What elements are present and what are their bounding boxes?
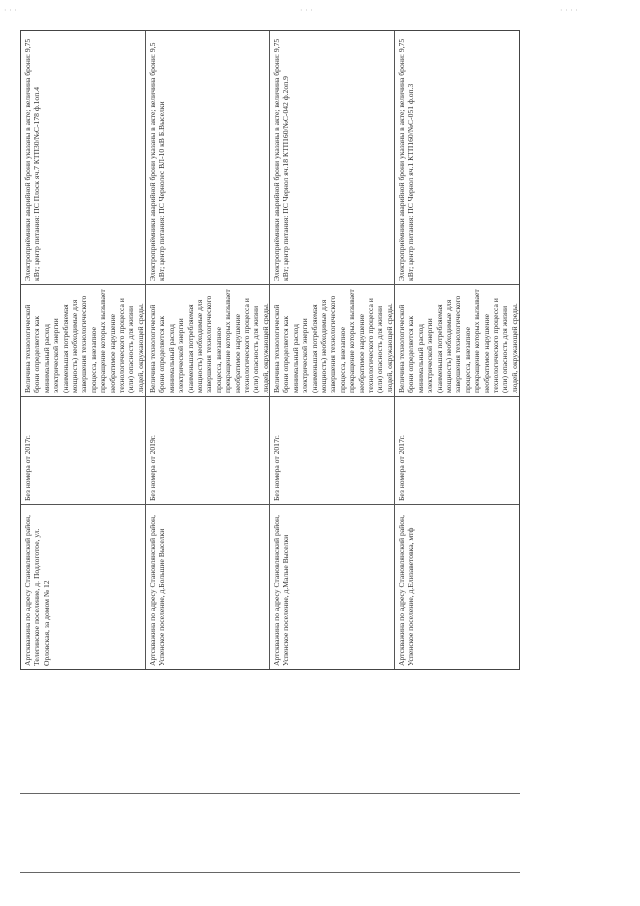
cell-text: Величина технологической брони определяется как минимальный расход электрической энергии (наименьшая потребляемая мощность) необходимые для завершения технологического процесса, внезапное прекращение которых вызывает необратимое нарушение технологического процесса и (или) опасность для жизни людей, окружающей среды. [272, 289, 394, 393]
corner-mark: · · · [300, 6, 313, 15]
cell-text: Артскважина по адресу Становлянский район, Успенское поселение, д.Большие Выселки [147, 515, 166, 666]
address-cell [146, 505, 271, 669]
cell-text: Без номера от 2017г. [23, 435, 32, 501]
address-cell [21, 505, 146, 669]
cell-text: Электроприёмники аварийной брони указаны в акте; величина брони: 9,75 кВт; центр питания: ПС Чернол яч.1 КТП160/№С-051 ф.оп.3 [396, 38, 415, 281]
description-cell [146, 285, 271, 397]
address-cell [270, 505, 395, 669]
description-cell [21, 285, 146, 397]
cell-text: Без номера от 2019г. [147, 435, 157, 501]
cell-text: Электроприёмники аварийной брони указаны в акте; величина брони: 9,75 кВт; центр питания: ПС Плоск яч.7 КТП30/№С-178 ф.1оп.4 [23, 38, 42, 281]
emergency-cell [270, 31, 395, 285]
cell-text: Величина технологической брони определяется как минимальный расход электрической энергии (наименьшая потребляемая мощность) необходимые для завершения технологического процесса, внезапное прекращение которых вызывает необратимое нарушение технологического процесса и (или) опасность для жизни людей, окружающей среды. [23, 289, 145, 393]
number-cell [146, 397, 271, 505]
cell-text: Артскважина по адресу Становлянский район, Успенское поселение, д.Малые Выселки [272, 515, 291, 666]
cell-text: Величина технологической брони определяется как минимальный расход электрической энергии (наименьшая потребляемая мощность) необходимые для завершения технологического процесса, внезапное прекращение которых вызывает необратимое нарушение технологического процесса и (или) опасность для жизни людей, окружающей среды. [147, 289, 270, 393]
emergency-cell [146, 31, 271, 285]
number-cell [21, 397, 146, 505]
cell-text: Электроприёмники аварийной брони указаны в акте; величина брони: 9,75 кВт; центр питания: ПС Чернол яч.18 КТП160/№С-042 ф.2оп.9 [272, 38, 291, 281]
number-cell [270, 397, 395, 505]
emergency-cell [21, 31, 146, 285]
divider-line [20, 793, 520, 794]
cell-text: Без номера от 2017г. [272, 435, 281, 501]
description-cell [395, 285, 520, 397]
cell-text: Артскважина по адресу Становлянский район, Телегинское поселение, д. Подлоготое, ул. Орловская, за домом № 12 [23, 515, 51, 666]
corner-mark: · · · · [560, 6, 578, 15]
cell-text: Величина технологической брони определяется как минимальный расход электрической энергии (наименьшая потребляемая мощность) необходимые для завершения технологического процесса, внезапное прекращение которых вызывает необратимое нарушение технологического процесса и (или) опасность для жизни людей, окружающей среды. [396, 289, 519, 393]
cell-text: Электроприёмники аварийной брони указаны в акте; величина брони: 9,5 кВт; центр питания: ПС Чернолес ВЛ-10 кВ Б.Выселки [147, 42, 166, 281]
address-cell [395, 505, 520, 669]
corner-mark: · · · [4, 6, 17, 15]
reservation-table [20, 30, 520, 670]
cell-text: Без номера от 2017г. [396, 435, 406, 501]
emergency-cell [395, 31, 520, 285]
divider-line [20, 872, 520, 873]
number-cell [395, 397, 520, 505]
cell-text: Артскважина по адресу Становлянский район, Успенское поселение, д.Елизаветовка, мтф [396, 515, 415, 666]
description-cell [270, 285, 395, 397]
